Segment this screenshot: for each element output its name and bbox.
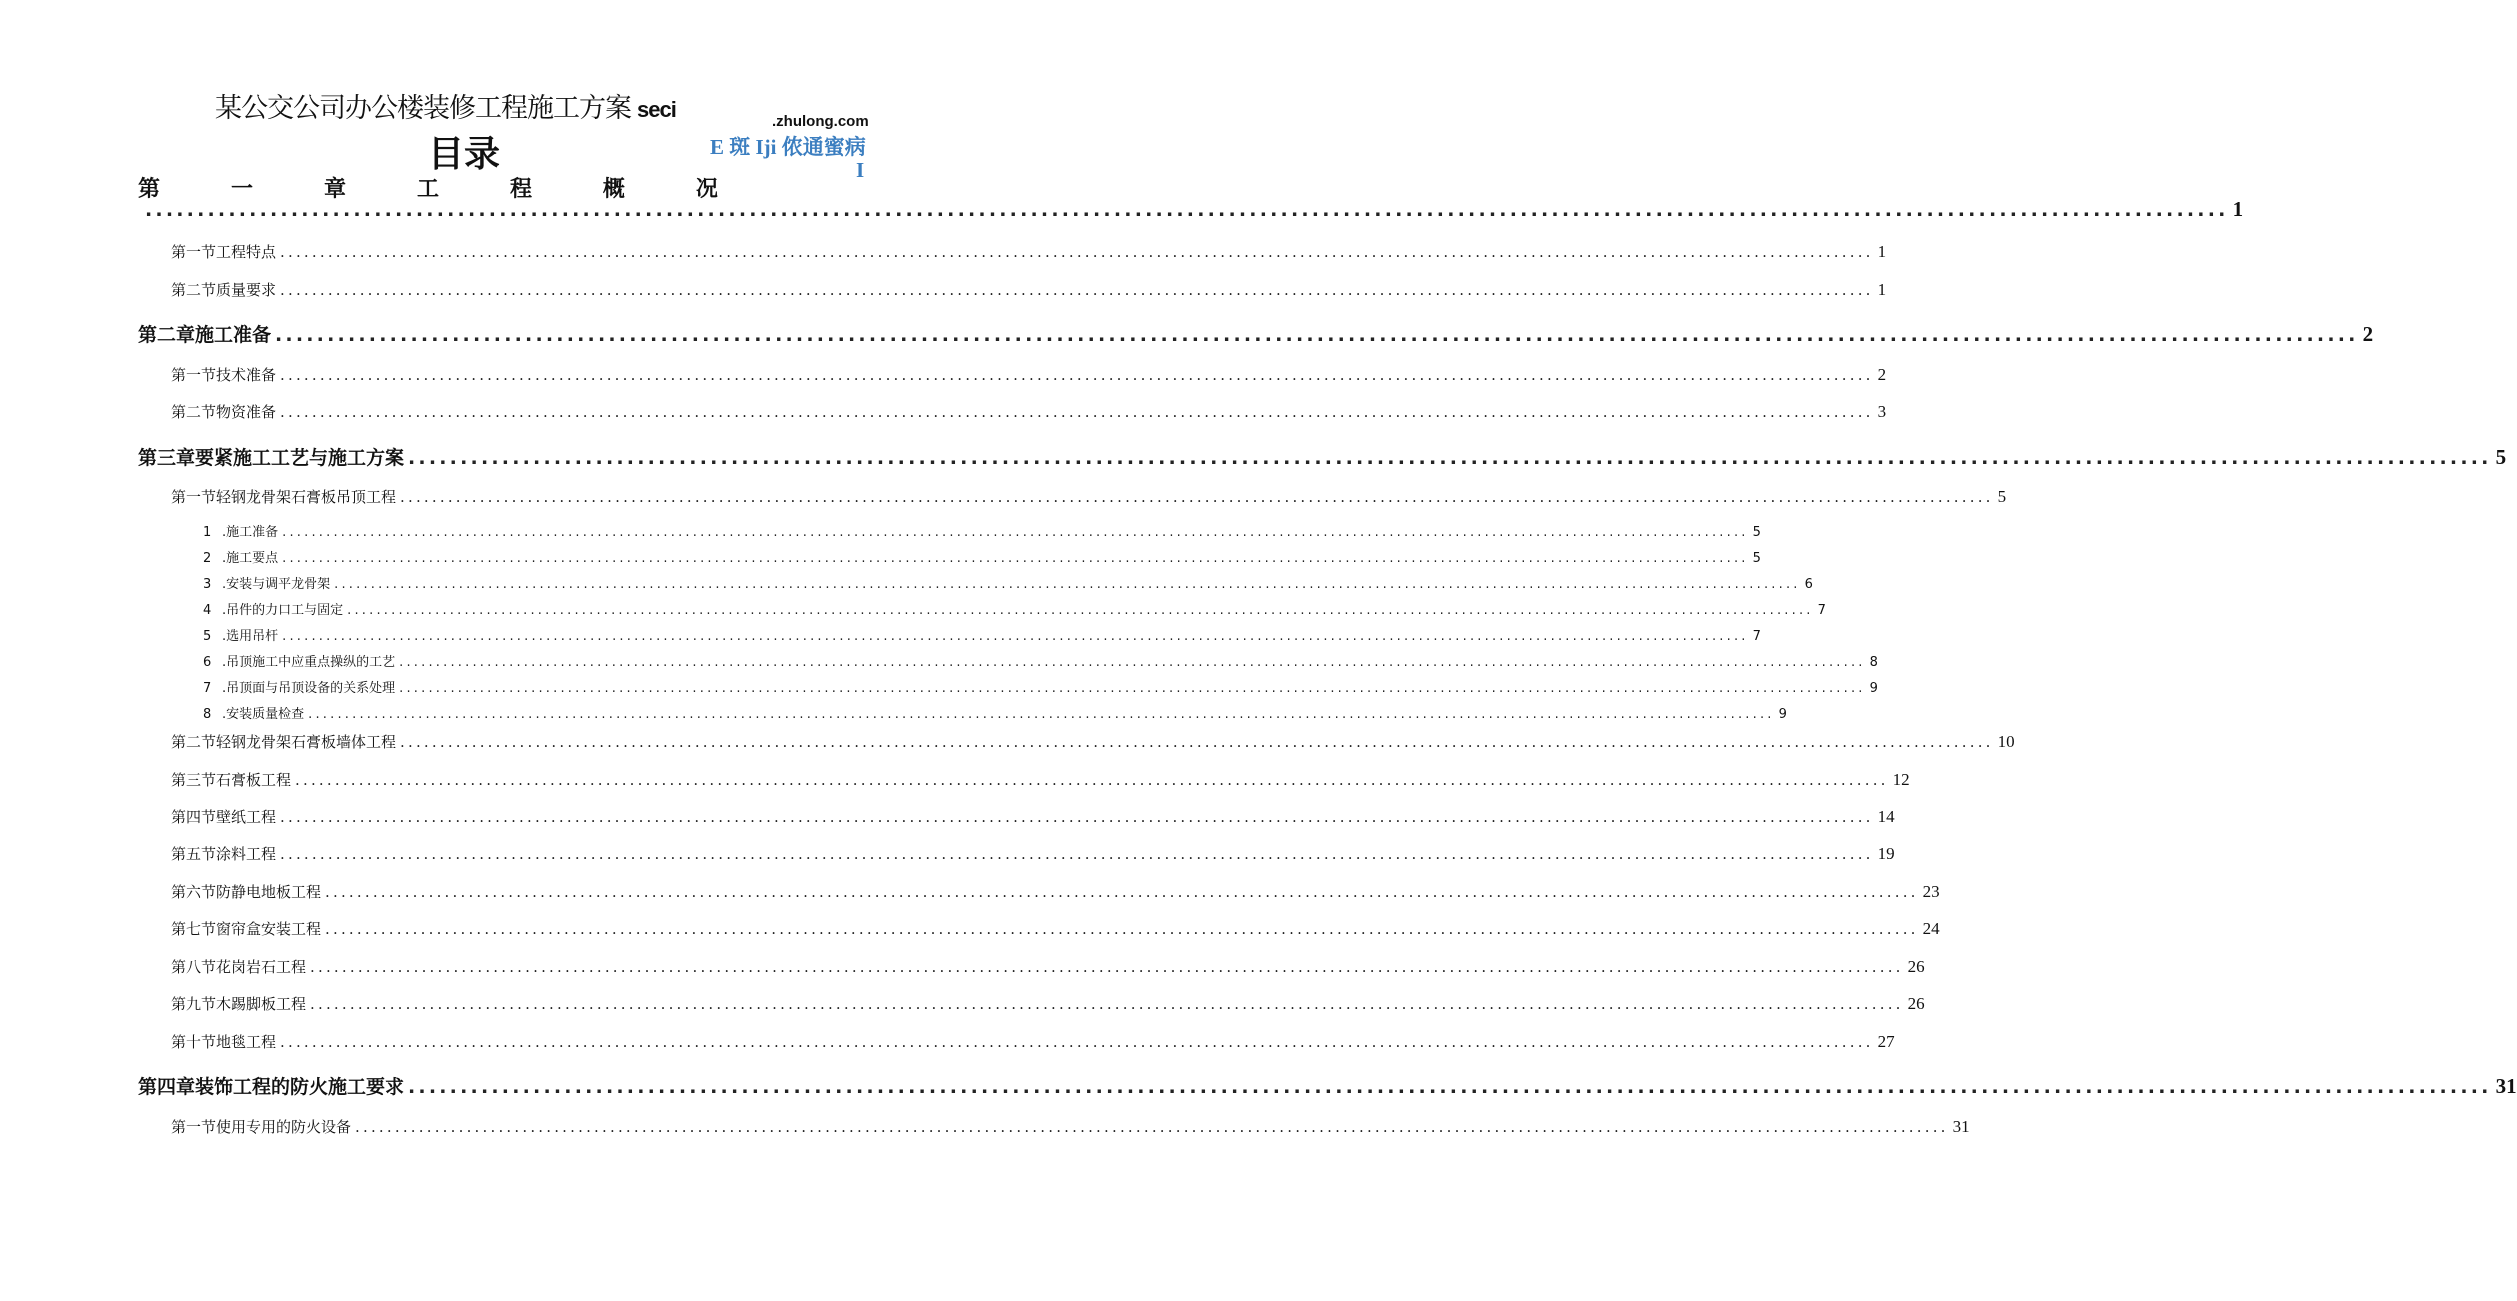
entry-label: 第二节质量要求 [171, 281, 277, 299]
page-number: 8 [1869, 655, 1878, 670]
toc-entry[interactable] [171, 769, 1910, 790]
char: 工 [416, 177, 439, 202]
entry-label: 第九节木踢脚板工程 [171, 995, 307, 1013]
item-number: 2 [203, 551, 212, 566]
page-number: 14 [1877, 807, 1895, 826]
entry-label: 第五节涂料工程 [171, 845, 277, 863]
page-number: 2 [2362, 322, 2374, 346]
toc-entry[interactable] [203, 703, 1787, 722]
leader-dots: ........................................................................................................................................................................................................ [400, 733, 1994, 751]
entry-label: .吊顶施工中应重点操纵的工艺 [222, 655, 396, 670]
entry-label: .施工准备 [222, 525, 279, 540]
toc-entry[interactable] [138, 443, 2507, 470]
char: 况 [695, 177, 718, 202]
entry-label: 第十节地毯工程 [171, 1033, 277, 1051]
leader-dots: ........................................................................................................................................................................................................ [295, 771, 1889, 789]
leader-dots: ........................................................................................................................................................................................................ [280, 403, 1874, 421]
toc-entry[interactable] [171, 881, 1940, 902]
page-number: 9 [1869, 681, 1878, 696]
entry-label: .安装质量检查 [222, 707, 305, 722]
title-suffix: seci [637, 97, 676, 122]
page-number: 10 [1997, 732, 2015, 751]
char: 章 [323, 177, 346, 202]
toc-entry[interactable] [203, 599, 1826, 618]
title-text: 某公交公司办公楼装修工程施工方案 [215, 93, 631, 124]
page-number: 23 [1922, 882, 1940, 901]
leader-dots: ........................................................................................................................................................................................................ [282, 551, 1749, 566]
toc-entry[interactable] [171, 1031, 1895, 1052]
entry-label: .安装与调平龙骨架 [222, 577, 331, 592]
entry-label: 第三章要紧施工工艺与施工方案 [138, 447, 405, 469]
page-number: 31 [2495, 1074, 2517, 1098]
page-number: 24 [1922, 919, 1940, 938]
toc-entry[interactable] [138, 1072, 2517, 1099]
leader-dots: ........................................................................................................................................................................................................ [408, 447, 2492, 469]
char: 第 [138, 177, 161, 202]
item-number: 8 [203, 707, 212, 722]
page-number: 26 [1907, 994, 1925, 1013]
leader-dots: ........................................................................................................................................................................................................ [280, 281, 1874, 299]
leader-dots: ........................................................................................................................................................................................................ [280, 845, 1874, 863]
toc-heading: 目录 [428, 134, 501, 175]
page-number: 5 [1752, 525, 1761, 540]
page-number: 1 [1877, 280, 1887, 299]
toc-entry[interactable] [203, 573, 1813, 592]
char: 一 [230, 177, 253, 202]
leader-dots: ........................................................................................................................................................................................................ [275, 324, 2359, 346]
page-number: 19 [1877, 844, 1895, 863]
page-number: 5 [1997, 487, 2007, 506]
entry-label: 第一节轻钢龙骨架石膏板吊顶工程 [171, 488, 397, 506]
page-number: 9 [1778, 707, 1787, 722]
leader-dots: ........................................................................................................................................................................................................ [325, 883, 1919, 901]
leader-dots: ........................................................................................................................................................................................................ [280, 366, 1874, 384]
page-number: 26 [1907, 957, 1925, 976]
entry-label: .吊件的力口工与固定 [222, 603, 344, 618]
toc-entry[interactable] [171, 279, 1887, 300]
item-number: 3 [203, 577, 212, 592]
watermark-text-2: I [856, 158, 865, 182]
leader-dots: ........................................................................................................................................................................................................ [355, 1118, 1949, 1136]
page-number: 2 [1877, 365, 1887, 384]
toc-entry[interactable] [171, 806, 1895, 827]
toc-entry[interactable] [203, 651, 1878, 670]
entry-label: 第一节工程特点 [171, 243, 277, 261]
toc-entry[interactable] [171, 486, 2007, 507]
toc-entry[interactable] [171, 956, 1925, 977]
toc-entry[interactable] [138, 320, 2374, 347]
page-number: 1 [1877, 242, 1887, 261]
watermark-text: E 斑 Iji 侬通蜜病 [710, 135, 866, 159]
document-title [215, 86, 676, 125]
leader-dots: ........................................................................................................................................................................................................ [145, 199, 2229, 221]
toc-entry[interactable] [171, 364, 1887, 385]
entry-label: 第一节使用专用的防火设备 [171, 1118, 352, 1136]
item-number: 4 [203, 603, 212, 618]
leader-dots: ........................................................................................................................................................................................................ [399, 681, 1866, 696]
leader-dots: ........................................................................................................................................................................................................ [310, 995, 1904, 1013]
leader-dots: ........................................................................................................................................................................................................ [400, 488, 1994, 506]
leader-dots: ........................................................................................................................................................................................................ [408, 1076, 2492, 1098]
char: 程 [509, 177, 532, 202]
entry-label: 第四章装饰工程的防火施工要求 [138, 1076, 405, 1098]
toc-entry[interactable] [171, 241, 1887, 262]
toc-entry[interactable] [171, 993, 1925, 1014]
page-number: 7 [1752, 629, 1761, 644]
item-number: 5 [203, 629, 212, 644]
entry-label: .选用吊杆 [222, 629, 279, 644]
item-number: 6 [203, 655, 212, 670]
entry-label: 第六节防静电地板工程 [171, 883, 322, 901]
toc-entry[interactable] [171, 401, 1887, 422]
toc-entry[interactable] [203, 547, 1761, 566]
leader-dots: ........................................................................................................................................................................................................ [347, 603, 1814, 618]
entry-label: .施工要点 [222, 551, 279, 566]
toc-entry[interactable] [171, 1116, 1970, 1137]
page-number: 5 [2495, 445, 2507, 469]
entry-label: 第七节窗帘盒安装工程 [171, 920, 322, 938]
char: 概 [602, 177, 625, 202]
watermark-url: .zhulong.com [772, 113, 869, 130]
item-number: 7 [203, 681, 212, 696]
entry-label: 第四节壁纸工程 [171, 808, 277, 826]
toc-chapter-1-leader[interactable] [145, 197, 2244, 222]
entry-label: 第三节石膏板工程 [171, 771, 292, 789]
toc-entry[interactable] [203, 625, 1761, 644]
leader-dots: ........................................................................................................................................................................................................ [308, 707, 1775, 722]
item-number: 1 [203, 525, 212, 540]
toc-entry[interactable] [203, 677, 1878, 696]
page-number: 1 [2232, 197, 2244, 221]
page-number: 27 [1877, 1032, 1895, 1051]
toc-entry[interactable] [171, 918, 1940, 939]
entry-label: .吊顶面与吊顶设备的关系处理 [222, 681, 396, 696]
leader-dots: ........................................................................................................................................................................................................ [282, 525, 1749, 540]
page-number: 5 [1752, 551, 1761, 566]
entry-label: 第二节物资准备 [171, 403, 277, 421]
page-number: 3 [1877, 402, 1887, 421]
leader-dots: ........................................................................................................................................................................................................ [282, 629, 1749, 644]
page-number: 31 [1952, 1117, 1970, 1136]
entry-label: 第二章施工准备 [138, 324, 272, 346]
page-number: 6 [1804, 577, 1813, 592]
leader-dots: ........................................................................................................................................................................................................ [399, 655, 1866, 670]
page-number: 12 [1892, 770, 1910, 789]
leader-dots: ........................................................................................................................................................................................................ [280, 808, 1874, 826]
toc-entry[interactable] [171, 731, 2015, 752]
leader-dots: ........................................................................................................................................................................................................ [325, 920, 1919, 938]
leader-dots: ........................................................................................................................................................................................................ [334, 577, 1801, 592]
entry-label: 第一节技术准备 [171, 366, 277, 384]
toc-entry[interactable] [203, 521, 1761, 540]
toc-entry[interactable] [171, 843, 1895, 864]
leader-dots: ........................................................................................................................................................................................................ [310, 958, 1904, 976]
entry-label: 第二节轻钢龙骨架石膏板墙体工程 [171, 733, 397, 751]
entry-label: 第八节花岗岩石工程 [171, 958, 307, 976]
leader-dots: ........................................................................................................................................................................................................ [280, 243, 1874, 261]
page-number: 7 [1817, 603, 1826, 618]
leader-dots: ........................................................................................................................................................................................................ [280, 1033, 1874, 1051]
